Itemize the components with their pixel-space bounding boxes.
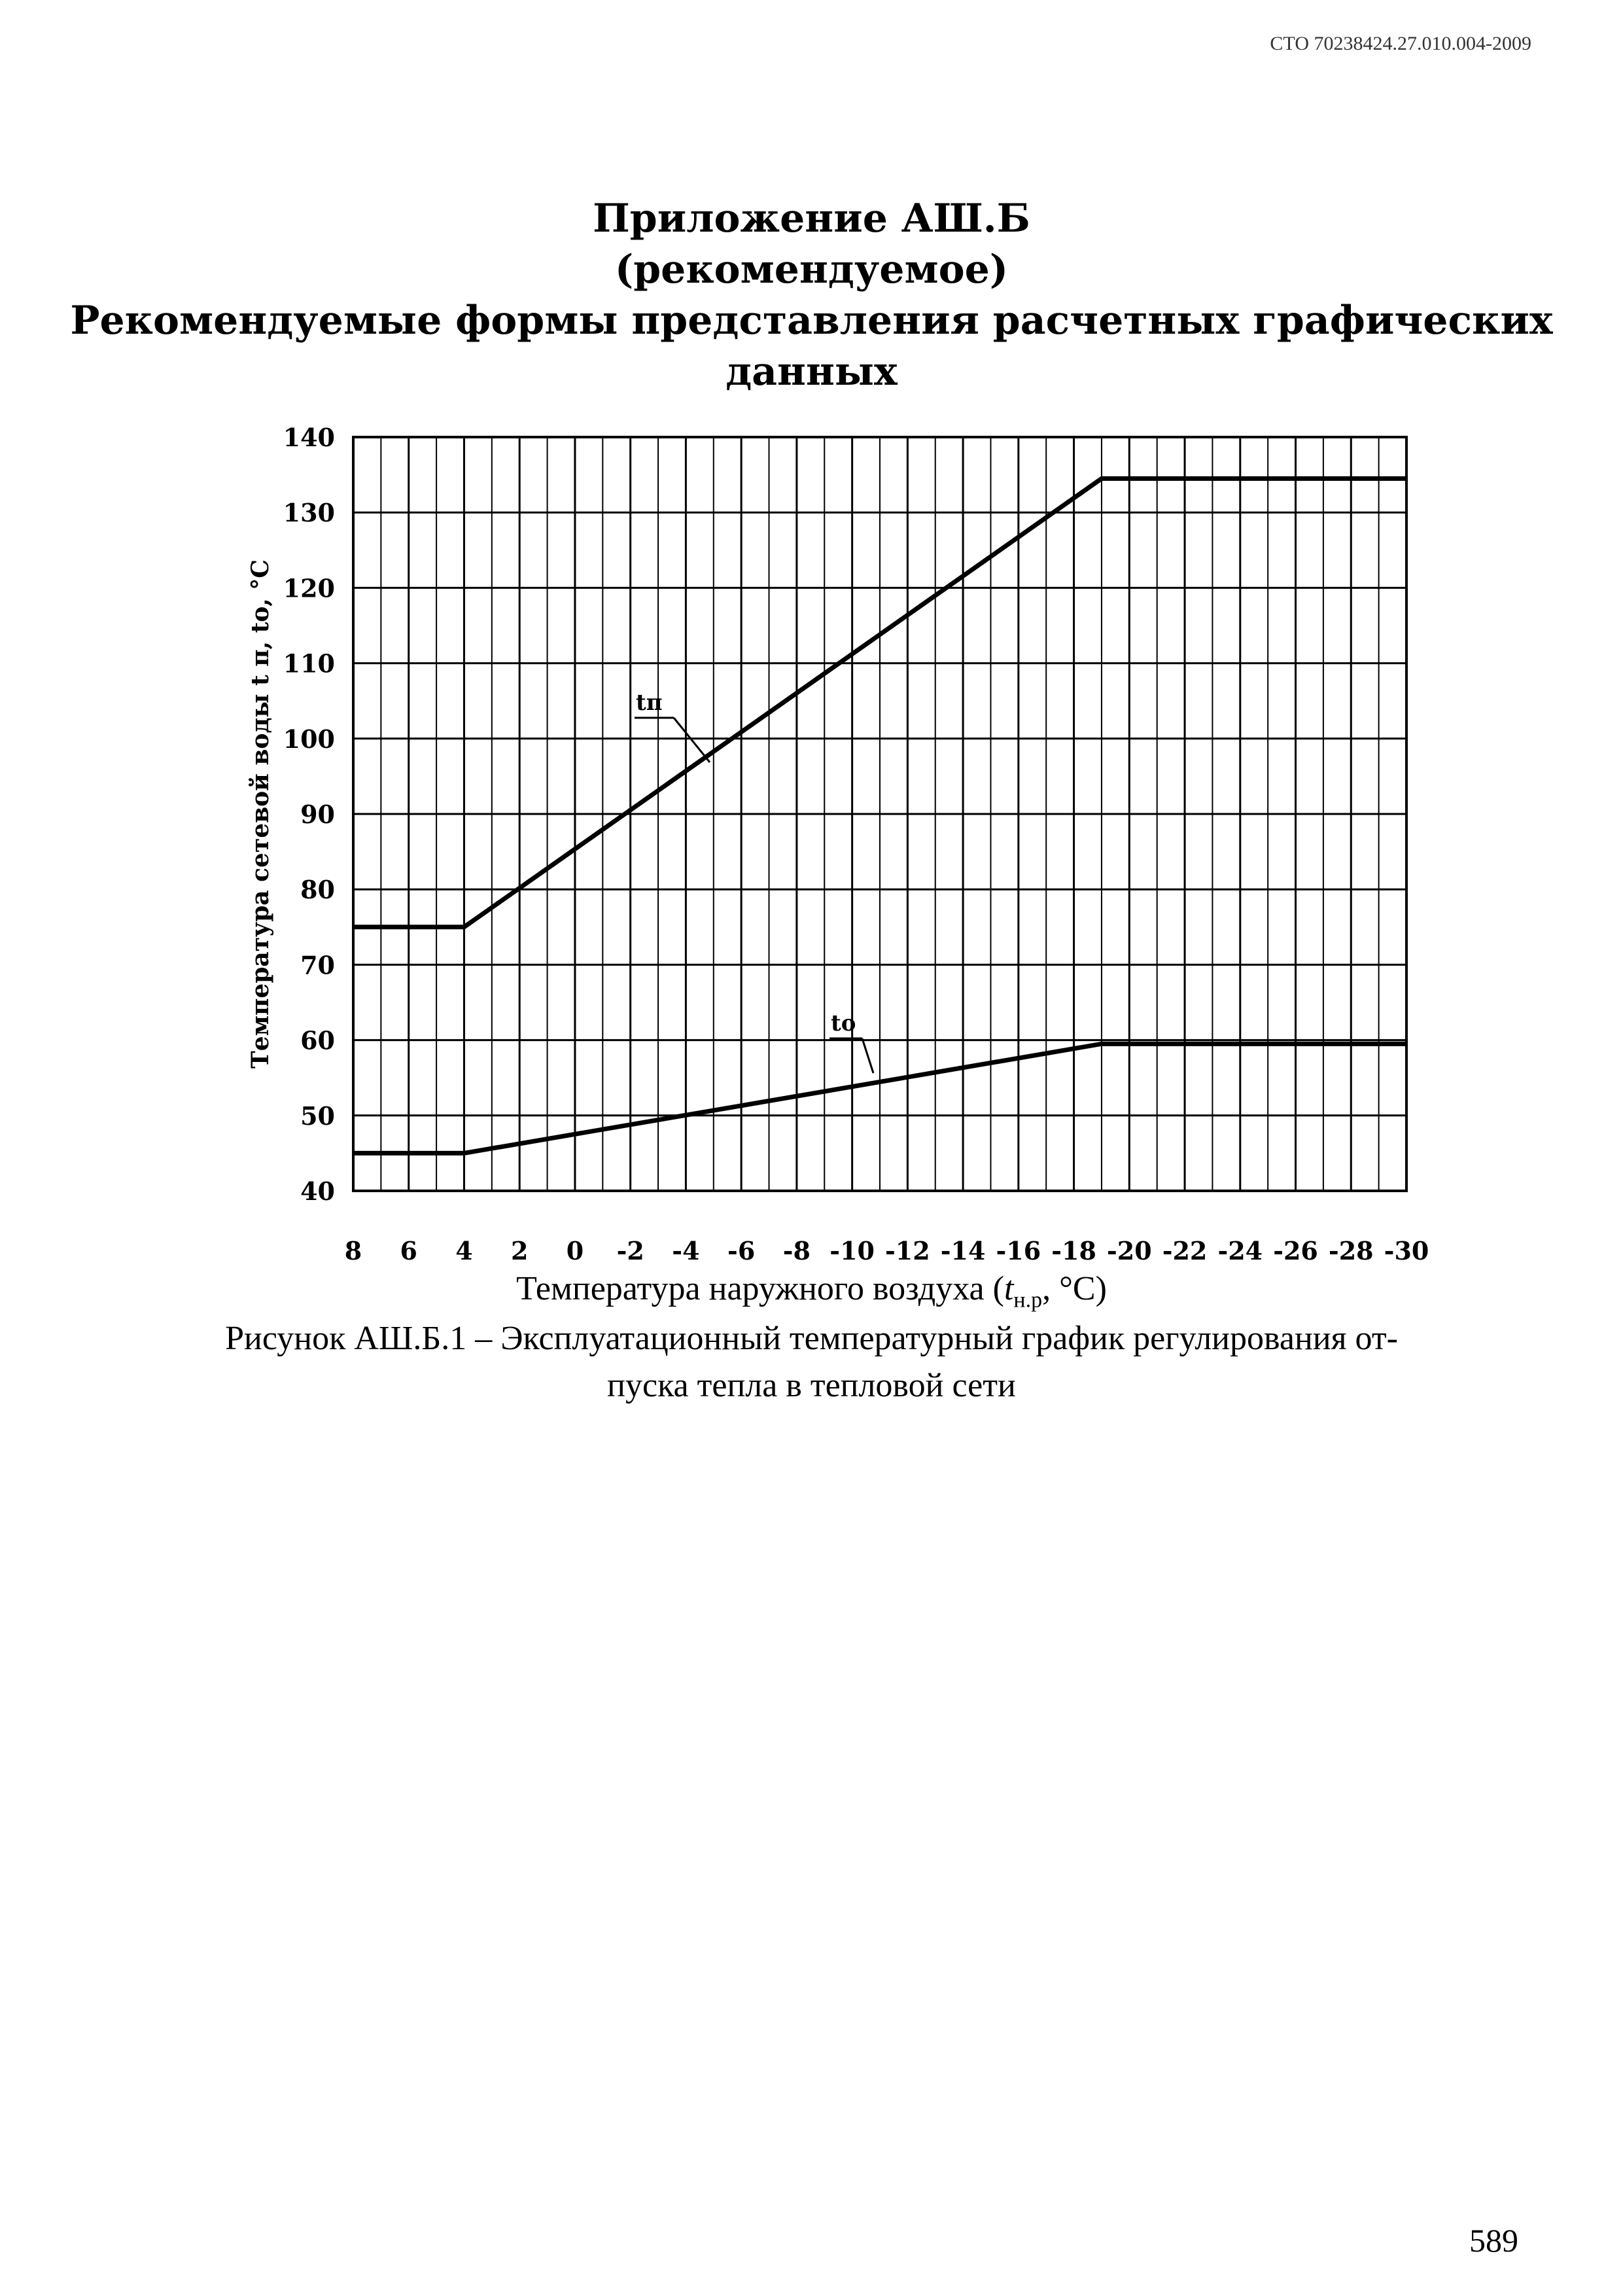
x-tick-label: -26 (1273, 1236, 1318, 1265)
x-tick-label: 4 (455, 1236, 473, 1265)
figure-caption-line-1: Рисунок АШ.Б.1 – Эксплуатационный температурный график регулирования от- (225, 1320, 1398, 1357)
x-axis-label: Температура наружного воздуха ($t_{н.р}$, °С) (516, 1270, 1107, 1313)
leader-line (674, 718, 710, 762)
figure-caption (0, 1315, 1623, 1409)
page-number: 589 (1469, 2222, 1518, 2259)
y-tick-label: 130 (283, 498, 335, 528)
x-tick-label: -4 (672, 1236, 700, 1265)
y-tick-label: 120 (283, 573, 335, 603)
x-tick-label: 6 (400, 1236, 417, 1265)
series-label: tп (636, 690, 663, 716)
series-label: tо (831, 1010, 856, 1036)
appendix-title-line-2: (рекомендуемое) (614, 247, 1009, 292)
figure-caption-line-2: пуска тепла в тепловой сети (607, 1367, 1016, 1404)
y-tick-label: 40 (300, 1176, 335, 1206)
x-tick-label: -20 (1106, 1236, 1152, 1265)
x-tick-label: -28 (1328, 1236, 1374, 1265)
y-tick-label: 110 (283, 648, 335, 679)
x-tick-label: -30 (1384, 1236, 1429, 1265)
y-tick-label: 70 (300, 950, 335, 980)
y-axis-label: Температура сетевой воды t п, tо, °С (247, 559, 274, 1069)
leader-line (862, 1038, 873, 1073)
x-tick-label: -2 (616, 1236, 644, 1265)
x-tick-label: -22 (1162, 1236, 1208, 1265)
x-tick-label: -18 (1051, 1236, 1096, 1265)
x-tick-label: 2 (510, 1236, 529, 1265)
x-tick-label: -24 (1217, 1236, 1263, 1265)
y-tick-label: 50 (300, 1101, 335, 1131)
x-tick-label: 8 (344, 1236, 362, 1265)
x-tick-label: -8 (782, 1236, 811, 1265)
x-tick-label: 0 (566, 1236, 584, 1265)
y-tick-label: 60 (300, 1025, 335, 1055)
y-tick-label: 140 (283, 423, 335, 452)
x-tick-label: -6 (727, 1236, 756, 1265)
appendix-title-line-3: Рекомендуемые формы представления расчетных графических (70, 298, 1553, 344)
y-tick-label: 90 (300, 800, 335, 829)
x-tick-label: -10 (829, 1236, 875, 1265)
appendix-title-line-4: данных (725, 349, 898, 395)
x-tick-label: -12 (885, 1236, 930, 1265)
y-tick-label: 80 (300, 875, 335, 905)
appendix-title-line-1: Приложение АШ.Б (593, 196, 1030, 241)
x-tick-label: -14 (940, 1236, 986, 1265)
x-tick-label: -16 (996, 1236, 1041, 1265)
y-tick-label: 100 (283, 724, 335, 754)
document-code: СТО 70238424.27.010.004-2009 (1270, 33, 1531, 54)
